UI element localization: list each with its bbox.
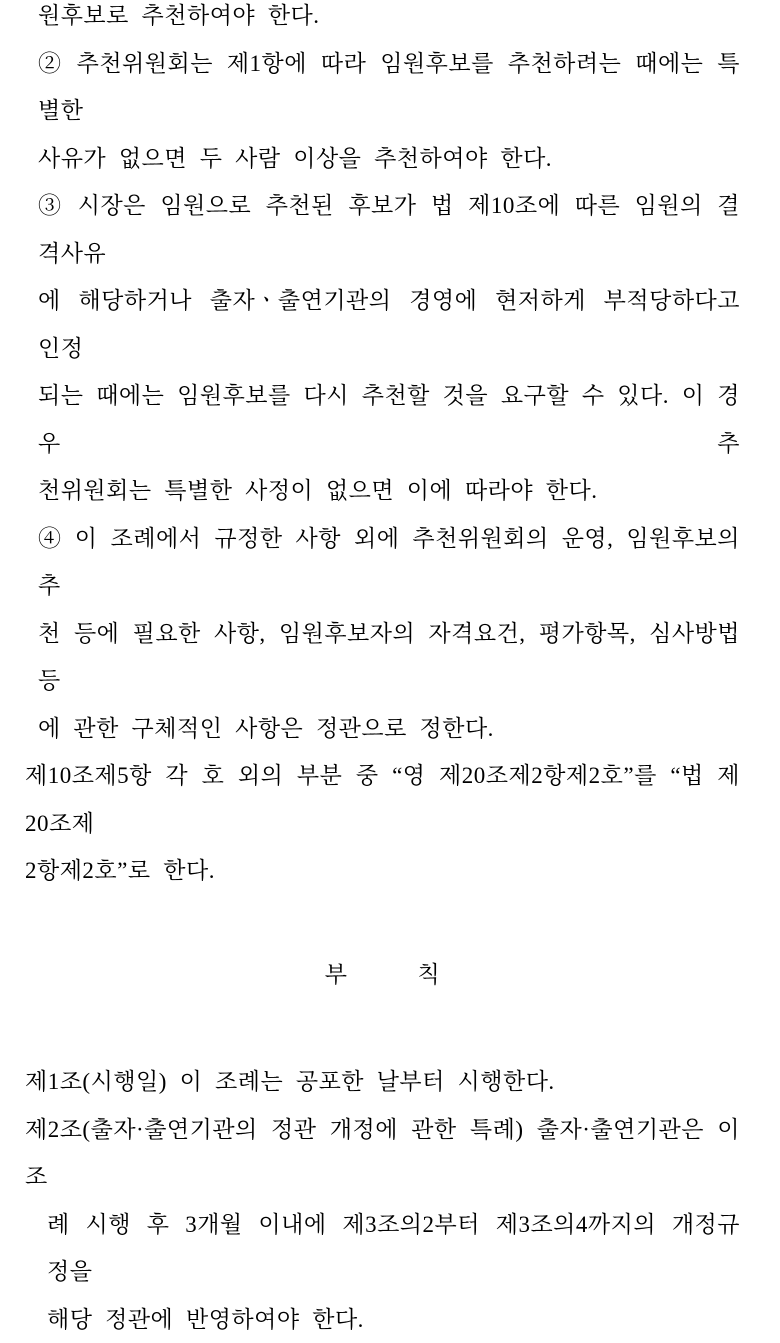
text-line: 에 해당하거나 출자ㆍ출연기관의 경영에 현저하게 부적당하다고 인정 [25,277,740,372]
text-line: 천위원회는 특별한 사정이 없으면 이에 따라야 한다. [25,467,740,515]
text-line: 제10조제5항 각 호 외의 부분 중 “영 제20조제2항제2호”를 “법 제20조제 [25,752,740,847]
ordinance-text-body [25,0,740,1343]
text-line: 에 관한 구체적인 사항은 정관으로 정한다. [25,705,740,753]
addendum-heading-char-chik: 칙 [418,951,441,999]
text-line: 되는 때에는 임원후보를 다시 추천할 것을 요구할 수 있다. 이 경우 추 [25,372,740,467]
text-line: 례 시행 후 3개월 이내에 제3조의2부터 제3조의4까지의 개정규정을 [25,1201,740,1296]
text-line: ③ 시장은 임원으로 추천된 후보가 법 제10조에 따른 임원의 결격사유 [25,182,740,277]
text-line: 사유가 없으면 두 사람 이상을 추천하여야 한다. [25,135,740,183]
text-line: 원후보로 추천하여야 한다. [25,0,740,40]
text-line: 제1조(시행일) 이 조례는 공포한 날부터 시행한다. [25,1058,740,1106]
text-line: 천 등에 필요한 사항, 임원후보자의 자격요건, 평가항목, 심사방법 등 [25,610,740,705]
text-line: ② 추천위원회는 제1항에 따라 임원후보를 추천하려는 때에는 특별한 [25,40,740,135]
addendum-heading [25,951,740,999]
amendment-paragraphs [25,0,740,895]
text-line: 해당 정관에 반영하여야 한다. [25,1296,740,1343]
text-line: 2항제2호”로 한다. [25,847,740,895]
text-line: 제2조(출자·출연기관의 정관 개정에 관한 특례) 출자·출연기관은 이 조 [25,1106,740,1201]
text-line: ④ 이 조례에서 규정한 사항 외에 추천위원회의 운영, 임원후보의 추 [25,515,740,610]
addendum-heading-char-bu: 부 [325,951,348,999]
addendum-paragraphs [25,1058,740,1343]
